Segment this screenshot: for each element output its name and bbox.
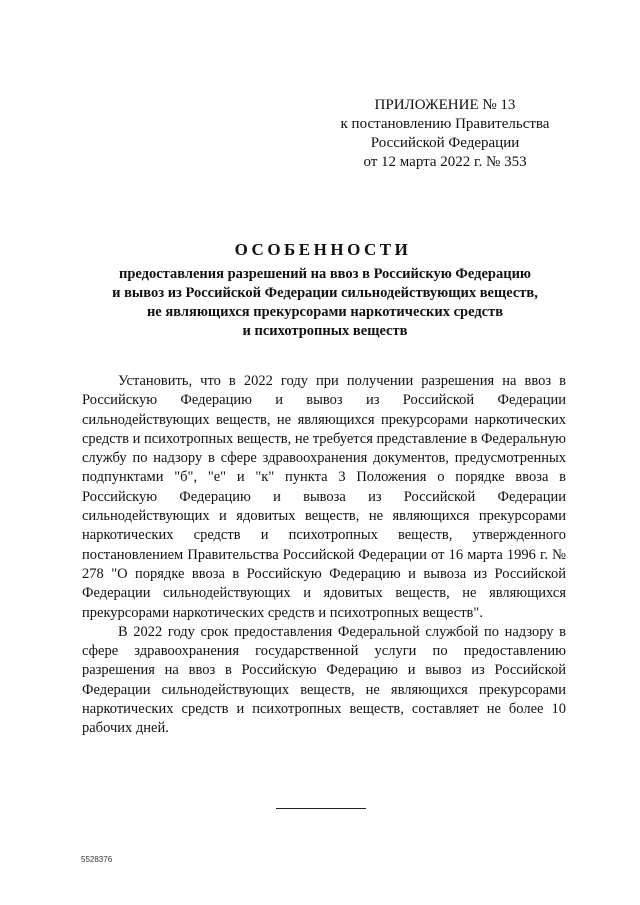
subtitle-line: предоставления разрешений на ввоз в Российскую Федерацию	[118, 266, 532, 282]
body-paragraph: Установить, что в 2022 году при получении разрешения на ввоз в Российскую Федерацию и вывоз из Российской Федерации сильнодействующих веществ, не являющихся прекурсорами наркотических средств и психотропных веществ, не требуется представление в Федеральную службу по надзору в сфере здравоохранения документов, предусмотренных подпунктами "б", "е" и "к" пункта 3 Положения о порядке ввоза в Российскую Федерацию и вывоза из Российской Федерации сильнодействующих и ядовитых веществ, не являющихся прекурсорами наркотических средств и психотропных веществ, утвержденного постановлением Правительства Российской Федерации от 16 марта 1996 г. № 278 "О порядке ввоза в Российскую Федерацию и вывоза из Российской Федерации сильнодействующих и ядовитых веществ, не являющихся прекурсорами наркотических средств и психотропных веществ".	[82, 373, 566, 621]
subtitle-line: и психотропных веществ	[242, 323, 408, 339]
appendix-number: ПРИЛОЖЕНИЕ № 13	[374, 97, 516, 113]
document-title: ОСОБЕННОСТИ	[234, 240, 412, 259]
appendix-header	[300, 96, 590, 172]
document-number: 5528376	[81, 855, 113, 864]
body-paragraph: В 2022 году срок предоставления Федеральной службой по надзору в сфере здравоохранения государственной услуги по предоставлению разрешения на ввоз в Российскую Федерацию и вывоз из Российской Федерации сильнодействующих веществ, не являющихся прекурсорами наркотических средств и психотропных веществ, составляет не более 10 рабочих дней.	[82, 623, 566, 737]
subtitle-line: и вывоз из Российской Федерации сильнодействующих веществ,	[112, 285, 538, 301]
document-subtitle	[80, 265, 570, 341]
appendix-authority: Российской Федерации	[370, 135, 520, 151]
subtitle-line: не являющихся прекурсорами наркотических средств	[146, 304, 504, 320]
appendix-date-number: от 12 марта 2022 г. № 353	[363, 154, 527, 170]
footer-divider	[276, 808, 366, 809]
document-body	[82, 372, 566, 739]
appendix-reference: к постановлению Правительства	[340, 116, 550, 132]
